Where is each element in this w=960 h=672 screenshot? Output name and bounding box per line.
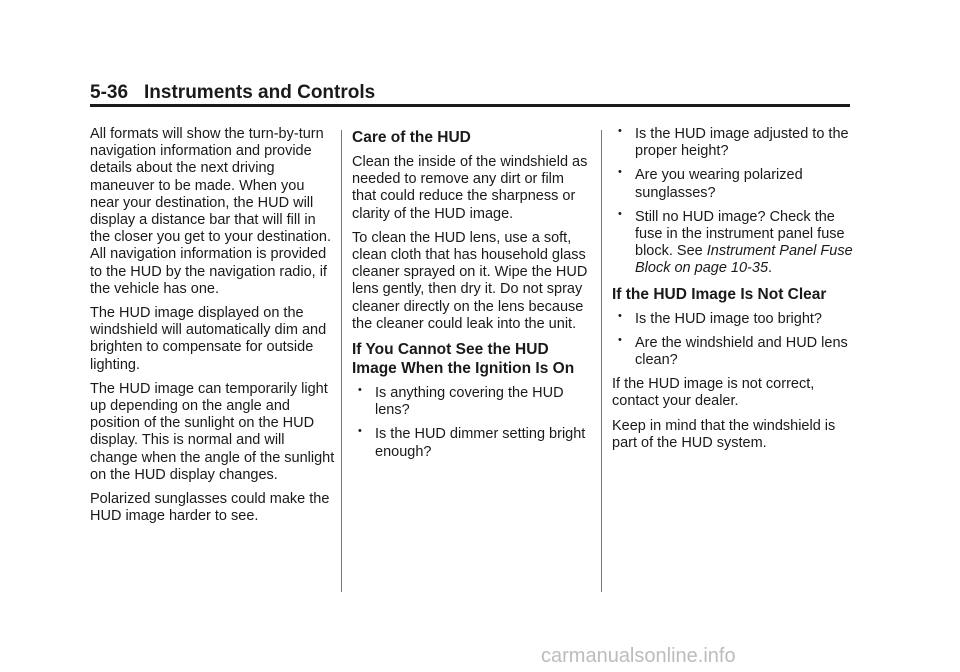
bullet-item (612, 126, 854, 160)
bullet-icon: • (618, 125, 622, 137)
bullet-text: Still no HUD image? Check the fuse in the instrument panel fuse block. See (635, 208, 845, 260)
page-header (90, 82, 375, 104)
column-2 (352, 126, 592, 468)
bullet-icon: • (618, 166, 622, 179)
header-rule (90, 104, 850, 107)
paragraph: The HUD image can temporarily light up depending on the angle and position of the sunlight on the HUD display. This is normal and will change when the angle of the sunlight on the HUD display changes. (90, 380, 335, 483)
bullet-text: Is the HUD image too bright? (635, 310, 822, 327)
column-3 (612, 126, 854, 459)
paragraph: All formats will show the turn-by-turn navigation information and provide details about the next driving maneuver to be made. When you near your destination, the HUD will display a distance bar that will fill in the closer you get to your destination. All navigation information is provided to the HUD by the navigation radio, if the vehicle has one. (90, 126, 332, 297)
column-divider-2 (601, 130, 602, 592)
bullet-icon: • (618, 207, 622, 220)
bullet-text-end: . (768, 260, 773, 277)
paragraph: The HUD image displayed on the windshield will automatically dim and brighten to compensate for outside lighting. (90, 305, 327, 373)
bullet-item (612, 335, 854, 369)
bullet-icon: • (618, 309, 622, 322)
column-divider-1 (341, 130, 342, 592)
bullet-icon: • (358, 425, 362, 438)
bullet-item (612, 209, 854, 278)
bullet-item (612, 167, 854, 201)
bullet-text: Is anything covering the HUD lens? (375, 385, 564, 419)
section-heading-not-clear: If the HUD Image Is Not Clear (612, 285, 827, 303)
paragraph: Polarized sunglasses could make the HUD image harder to see. (90, 491, 330, 525)
bullet-text: Is the HUD dimmer setting bright enough? (375, 426, 586, 460)
page-number: 5-36 (90, 82, 129, 103)
bullet-text: Are the windshield and HUD lens clean? (635, 334, 848, 369)
paragraph: To clean the HUD lens, use a soft, clean cloth that has household glass cleaner sprayed on it. Wipe the HUD lens gently, then dry it. Do not spray cleaner directly on the lens because the cleaner could leak into the unit. (352, 229, 588, 332)
bullet-text: Is the HUD image adjusted to the proper height? (635, 126, 849, 160)
bullet-icon: • (358, 384, 362, 397)
section-heading-cannot-see: If You Cannot See the HUD Image When the Ignition Is On (352, 341, 575, 378)
section-title: Instruments and Controls (144, 82, 376, 103)
fuse-block-reference: Instrument Panel Fuse Block on page 10-35 (635, 243, 853, 277)
bullet-item (352, 385, 592, 419)
bullet-item (612, 311, 854, 328)
bullet-item (352, 426, 592, 460)
watermark: carmanualsonline.info (541, 645, 736, 667)
paragraph: Clean the inside of the windshield as needed to remove any dirt or film that could reduce the sharpness or clarity of the HUD image. (352, 154, 588, 222)
bullet-icon: • (618, 333, 622, 346)
paragraph: Keep in mind that the windshield is part of the HUD system. (612, 417, 836, 451)
column-1 (90, 126, 336, 532)
section-heading-care: Care of the HUD (352, 129, 471, 146)
bullet-text: Are you wearing polarized sunglasses? (635, 167, 803, 201)
paragraph: If the HUD image is not correct, contact your dealer. (612, 376, 815, 410)
